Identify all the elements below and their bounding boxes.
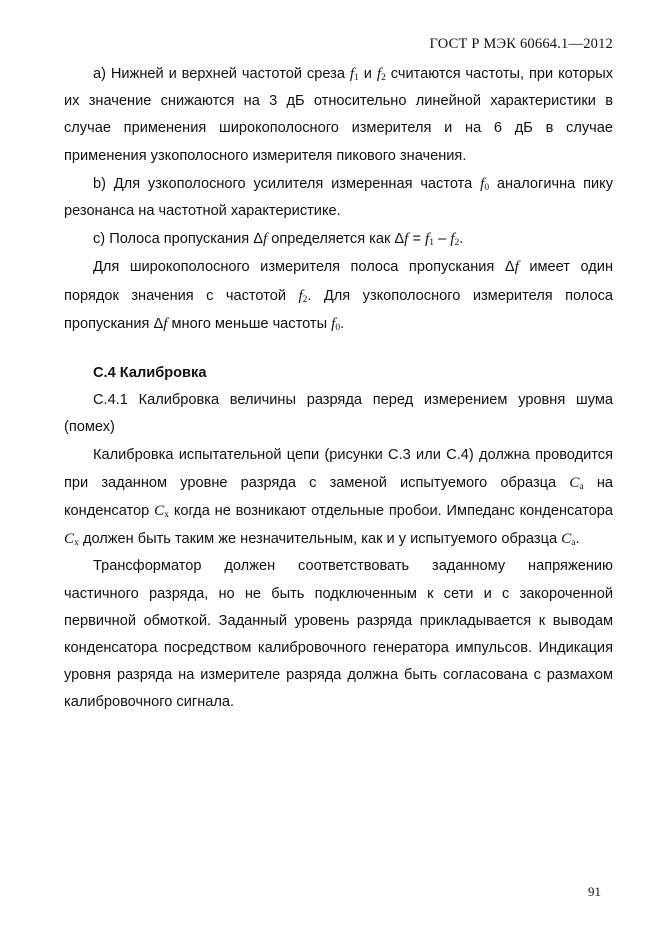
symbol-ca: $C_a$ (569, 473, 584, 492)
text: . (340, 315, 345, 332)
section-heading: С.4 Калибровка (93, 365, 207, 382)
text: – (434, 231, 451, 248)
text: имеет один порядок значения с частотой (64, 259, 614, 304)
text: b) Для узкополосного усилителя измеренная частота (93, 175, 481, 192)
paragraph-calibration (64, 442, 613, 554)
text: . (459, 231, 464, 248)
paragraph-a (64, 60, 613, 170)
paragraph-c41: С.4.1 Калибровка величины разряда перед измерением уровня шума (помех) (64, 392, 613, 436)
paragraph-transformer: Трансформатор должен соответствовать заданному напряжению частичного разряда, но не быть подключенным к сети и с закороченной первичной обмоткой. Заданный уровень разряда прикладывается к выводам конденсатора посредством калибровочного генератора импульсов. Индикация уровня разряда на измерителе разряда должна быть согласована с размахом калибровочного сигнала. (64, 558, 613, 711)
symbol-f: f (262, 230, 268, 248)
symbol-f: $f_1$ (349, 65, 359, 83)
text: = (408, 231, 426, 248)
text: и (358, 66, 377, 82)
symbol-f: $f_0$ (480, 174, 490, 193)
paragraph-d (64, 253, 613, 338)
document-body (64, 60, 613, 717)
symbol-f: f (514, 258, 519, 276)
text: c) Полоса пропускания Δ (93, 231, 263, 248)
symbol-f: $f_0$ (331, 314, 341, 333)
text: Калибровка испытательной цепи (рисунки С.3 или С.4) должна проводится при заданном уровне разряда с заменой испытуемого образца (64, 446, 613, 491)
text: . Для узкополосного измерителя полоса пропускания Δ (64, 287, 613, 332)
symbol-f: $f_2$ (376, 65, 386, 83)
symbol-f: $f_1$ (425, 230, 435, 249)
text: определяется как Δ (267, 231, 405, 248)
symbol-f: f (404, 230, 409, 248)
symbol-f: $f_2$ (298, 286, 308, 305)
text: считаются частоты, при которых их значение снижаются на 3 дБ относительно линейной характеристики в случае применения широкополосного измерителя и на 6 дБ в случае применения узкополосного измерителя пикового значения. (64, 66, 613, 164)
symbol-f: $f_2$ (450, 230, 460, 249)
text: должен быть таким же незначительным, как и у испытуемого образца (78, 531, 562, 548)
text: на конденсатор (64, 474, 614, 520)
text: а) Нижней и верхней частотой среза (93, 66, 350, 82)
page-number: 91 (588, 884, 601, 899)
symbol-ca: $C_a$ (561, 530, 576, 549)
symbol-cx: $C_x$ (64, 530, 79, 549)
text: когда не возникают отдельные пробои. Импеданс конденсатора (169, 503, 613, 520)
symbol-f: f (163, 314, 168, 332)
paragraph-b (64, 170, 613, 225)
text: . (575, 531, 580, 548)
symbol-cx: $C_x$ (154, 502, 169, 521)
text: много меньше частоты (167, 315, 332, 332)
text: Для широкополосного измерителя полоса пропускания Δ (93, 259, 515, 276)
text: аналогична пику резонанса на частотной характеристике. (64, 175, 613, 220)
document-code: ГОСТ Р МЭК 60664.1—2012 (429, 36, 613, 52)
paragraph-c (64, 225, 613, 253)
